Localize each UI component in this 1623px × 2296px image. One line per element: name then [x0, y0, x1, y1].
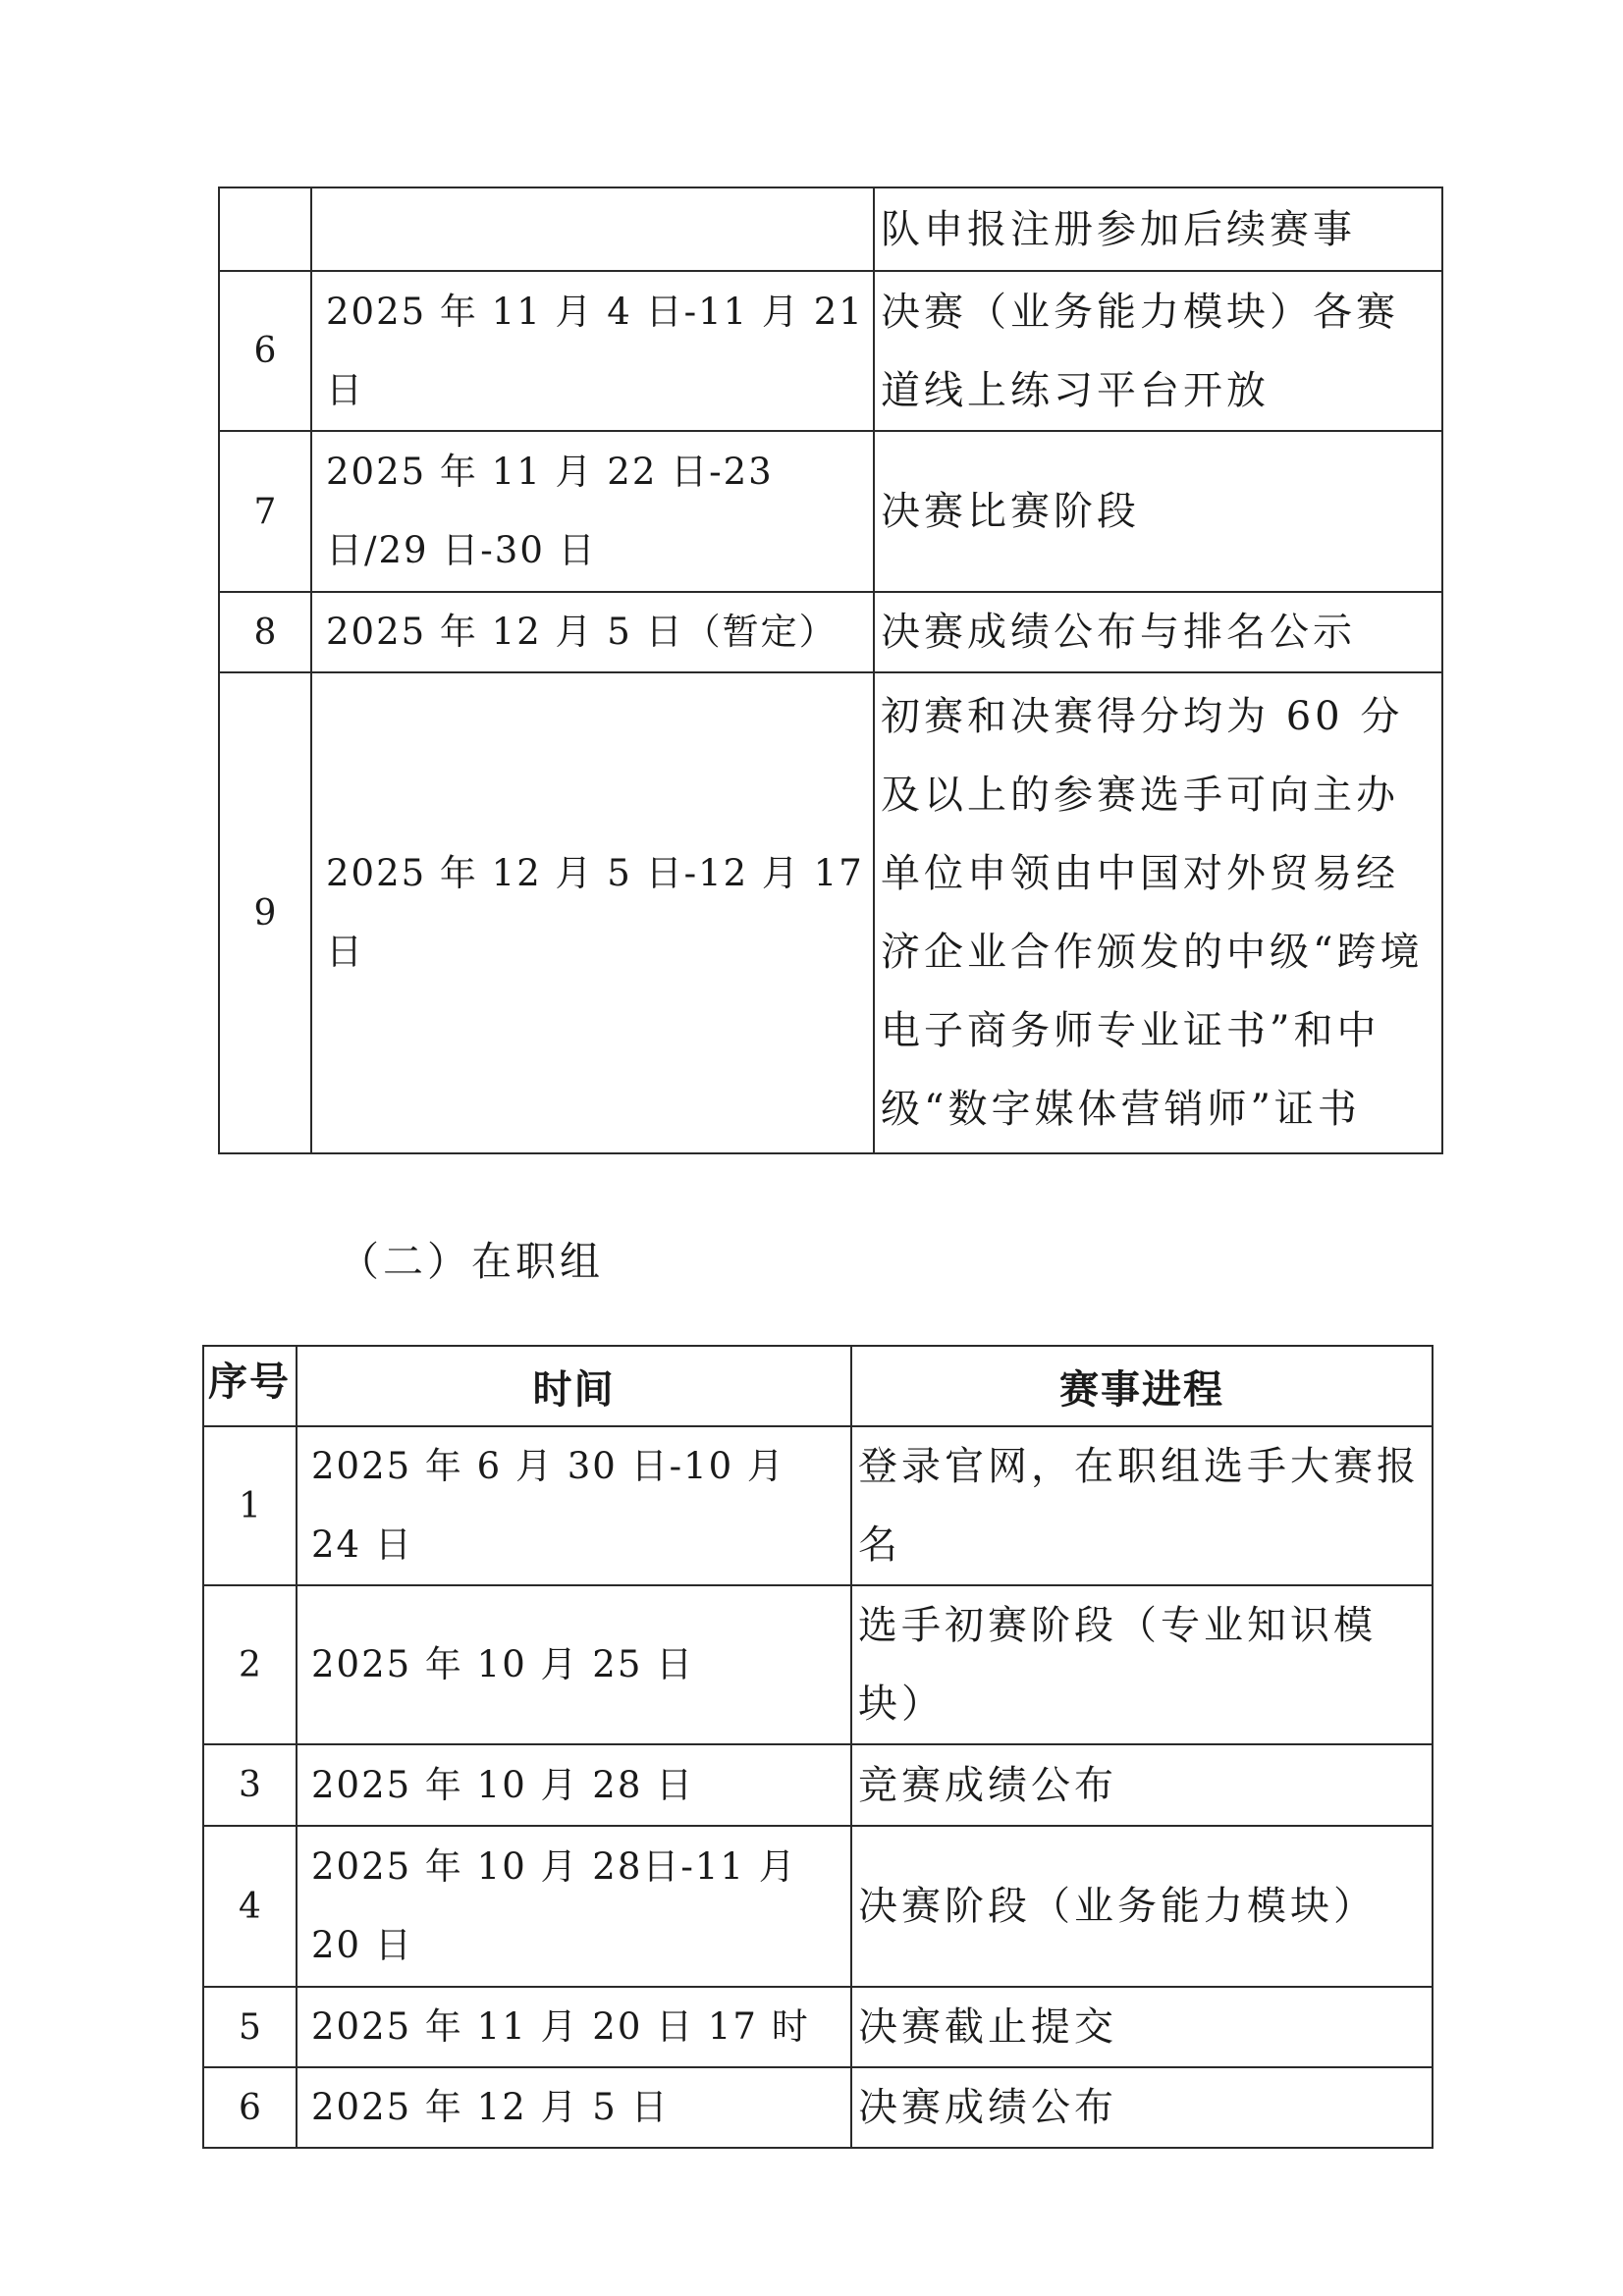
row-progress: 队申报注册参加后续赛事	[874, 187, 1442, 271]
row-number: 8	[219, 592, 311, 672]
table-row	[203, 1987, 1433, 2067]
section-heading: （二）在职组	[339, 1238, 604, 1285]
row-time: 2025 年 10 月 25 日	[297, 1585, 851, 1744]
row-number: 5	[203, 1987, 297, 2067]
row-time: 2025 年 12 月 5 日-12 月 17 日	[311, 672, 874, 1153]
table-row	[219, 672, 1442, 1153]
table-row	[203, 2067, 1433, 2148]
row-number: 6	[219, 271, 311, 431]
header-time: 时间	[297, 1346, 851, 1426]
row-time: 2025 年 12 月 5 日	[297, 2067, 851, 2148]
table-row	[219, 187, 1442, 271]
table-row	[203, 1826, 1433, 1987]
header-number: 序号	[203, 1346, 297, 1426]
row-progress: 决赛（业务能力模块）各赛道线上练习平台开放	[874, 271, 1442, 431]
row-time: 2025 年 10 月 28 日	[297, 1744, 851, 1826]
row-time: 2025 年 6 月 30 日-10 月 24 日	[297, 1426, 851, 1585]
row-number: 9	[219, 672, 311, 1153]
row-time: 2025 年 11 月 22 日-23 日/29 日-30 日	[311, 431, 874, 592]
row-progress: 竞赛成绩公布	[851, 1744, 1433, 1826]
table-row	[203, 1426, 1433, 1585]
row-progress: 决赛截止提交	[851, 1987, 1433, 2067]
schedule-table-continued	[218, 187, 1443, 1154]
row-number: 1	[203, 1426, 297, 1585]
table-header-row	[203, 1346, 1433, 1426]
row-progress: 选手初赛阶段（专业知识模块）	[851, 1585, 1433, 1744]
row-progress: 登录官网，在职组选手大赛报名	[851, 1426, 1433, 1585]
row-number: 7	[219, 431, 311, 592]
row-progress: 决赛阶段（业务能力模块）	[851, 1826, 1433, 1987]
row-number: 3	[203, 1744, 297, 1826]
row-number: 6	[203, 2067, 297, 2148]
row-progress: 决赛比赛阶段	[874, 431, 1442, 592]
row-time	[311, 187, 874, 271]
row-number: 2	[203, 1585, 297, 1744]
row-number	[219, 187, 311, 271]
row-time: 2025 年 11 月 20 日 17 时	[297, 1987, 851, 2067]
row-time: 2025 年 12 月 5 日（暂定）	[311, 592, 874, 672]
header-progress: 赛事进程	[851, 1346, 1433, 1426]
table-row	[203, 1744, 1433, 1826]
row-time: 2025 年 11 月 4 日-11 月 21 日	[311, 271, 874, 431]
row-number: 4	[203, 1826, 297, 1987]
row-progress: 决赛成绩公布与排名公示	[874, 592, 1442, 672]
table-row	[219, 271, 1442, 431]
schedule-table-in-service	[202, 1345, 1434, 2149]
row-progress: 决赛成绩公布	[851, 2067, 1433, 2148]
row-time: 2025 年 10 月 28日-11 月 20 日	[297, 1826, 851, 1987]
table-row	[203, 1585, 1433, 1744]
table-row	[219, 431, 1442, 592]
table-row	[219, 592, 1442, 672]
row-progress: 初赛和决赛得分均为 60 分及以上的参赛选手可向主办单位申领由中国对外贸易经济企业合作颁发的中级“跨境电子商务师专业证书”和中级“数字媒体营销师”证书	[874, 672, 1442, 1153]
